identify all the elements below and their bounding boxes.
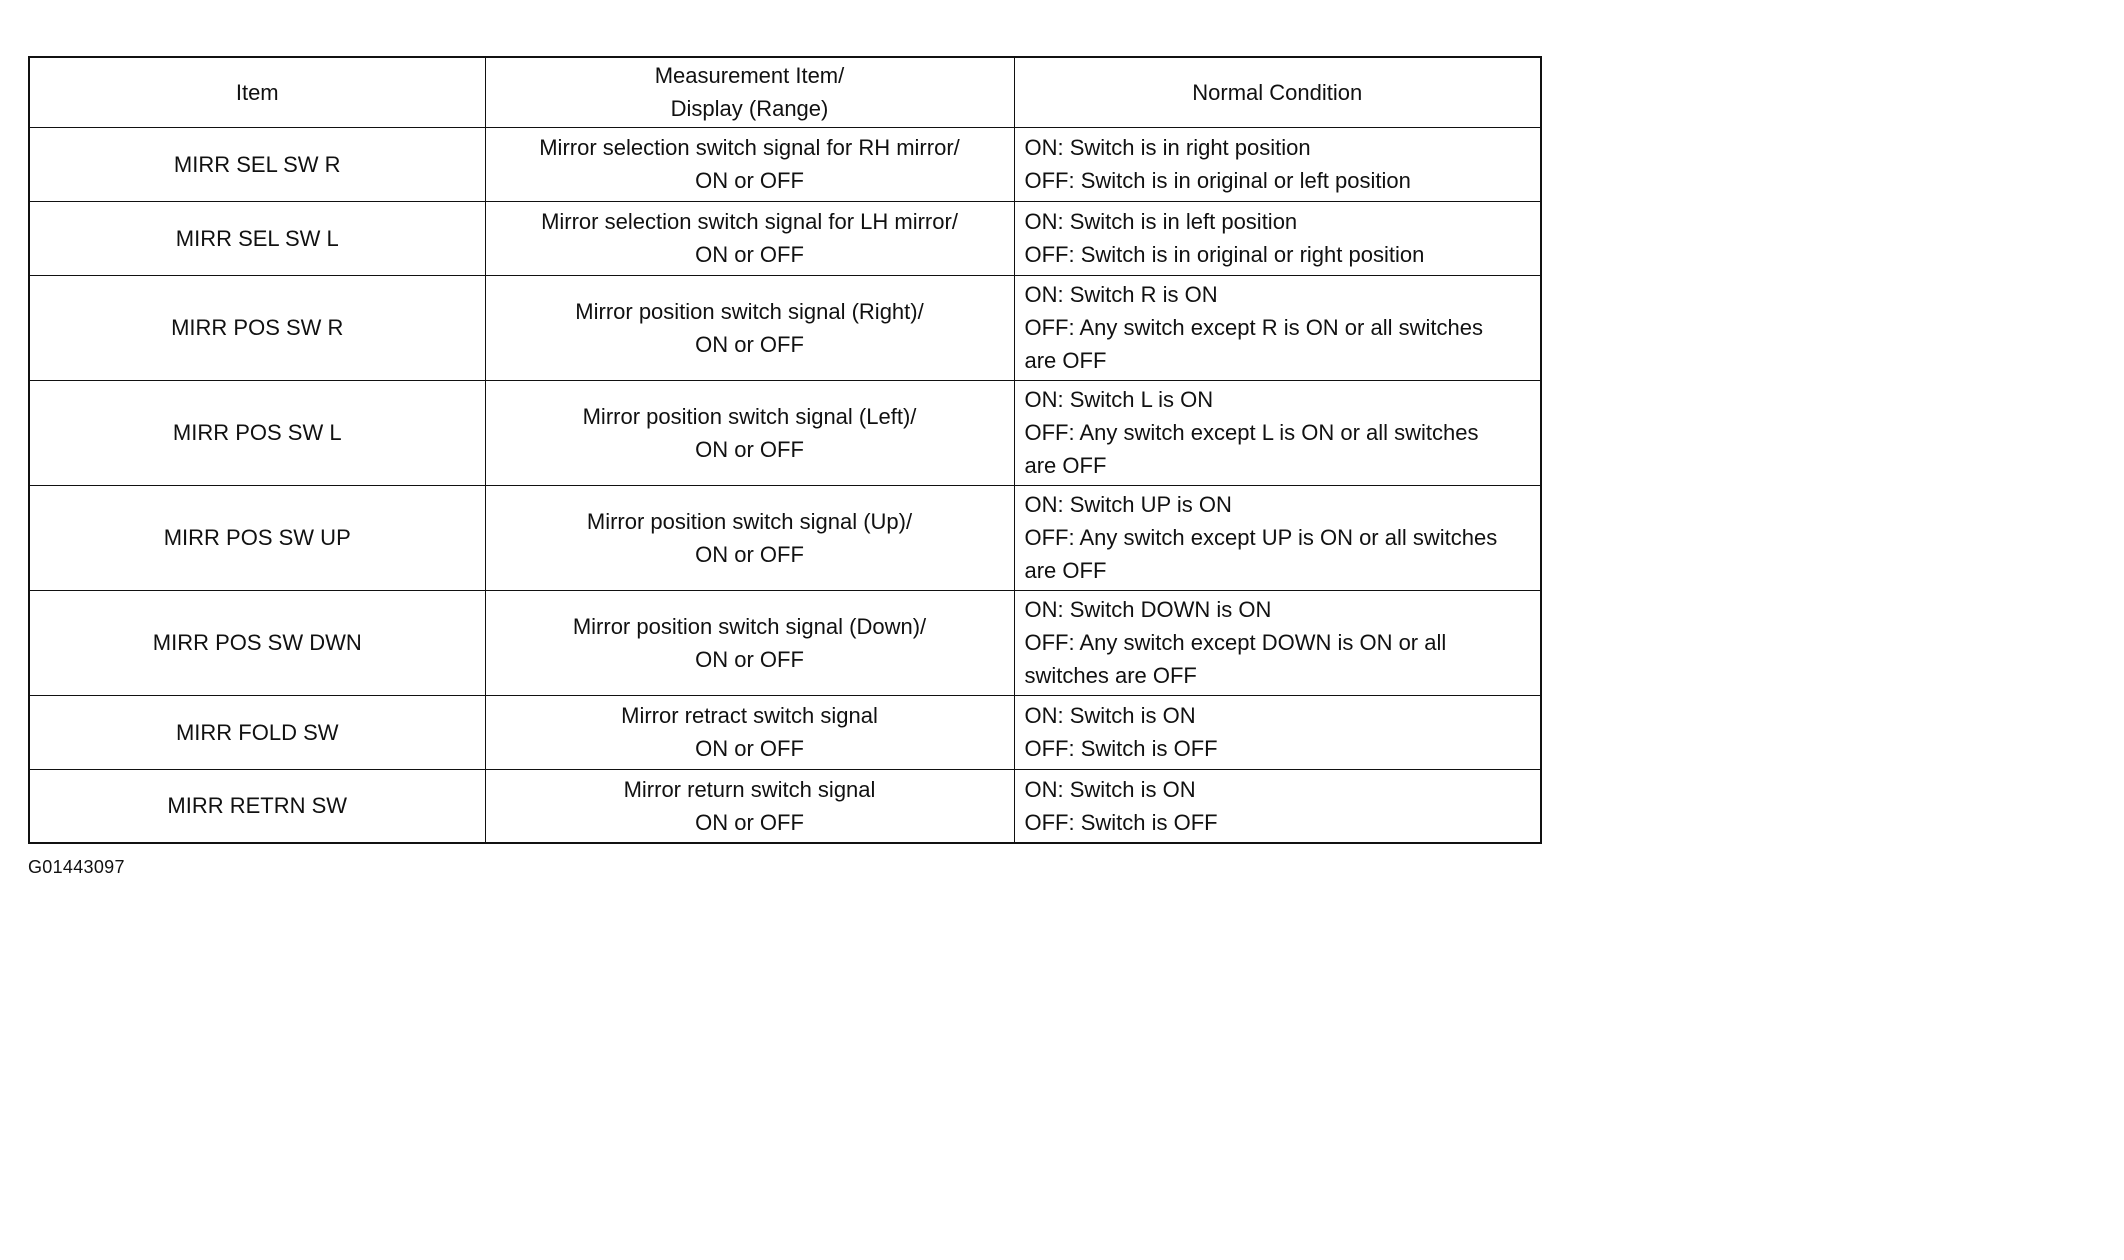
condition-line: OFF: Switch is OFF [1024, 736, 1218, 761]
data-monitor-table [28, 56, 1542, 844]
condition-cell [1014, 485, 1541, 590]
condition-line: are OFF [1024, 453, 1107, 478]
header-item: Item [29, 57, 485, 127]
measurement-cell [485, 275, 1014, 380]
measurement-cell [485, 769, 1014, 843]
condition-line: OFF: Switch is in original or left position [1024, 168, 1411, 193]
condition-line: ON: Switch is ON [1024, 776, 1196, 802]
condition-cell [1014, 275, 1541, 380]
condition-line: ON: Switch UP is ON [1024, 492, 1232, 517]
measurement-line: Mirror position switch signal (Left)/ [582, 403, 917, 429]
condition-cell [1014, 769, 1541, 843]
table-row [29, 695, 1541, 769]
measurement-line: Mirror return switch signal [623, 776, 876, 802]
figure-id: G01443097 [28, 857, 125, 877]
header-measurement [485, 57, 1014, 127]
measurement-cell [485, 201, 1014, 275]
table-row [29, 380, 1541, 485]
item-cell: MIRR RETRN SW [29, 769, 485, 843]
condition-cell [1014, 201, 1541, 275]
header-row [29, 57, 1541, 127]
item-cell: MIRR POS SW UP [29, 485, 485, 590]
item-cell: MIRR POS SW L [29, 380, 485, 485]
table-row [29, 769, 1541, 843]
item-cell: MIRR SEL SW R [29, 127, 485, 201]
condition-line: ON: Switch is in right position [1024, 135, 1311, 160]
condition-line: OFF: Switch is in original or right position [1024, 242, 1425, 267]
measurement-cell [485, 485, 1014, 590]
measurement-line: Mirror position switch signal (Up)/ [586, 508, 913, 534]
measurement-line: ON or OFF [695, 646, 804, 672]
condition-line: ON: Switch L is ON [1024, 387, 1214, 412]
table-row [29, 275, 1541, 380]
condition-cell [1014, 590, 1541, 695]
condition-line: OFF: Any switch except L is ON or all switches [1024, 420, 1479, 445]
measurement-line: Mirror selection switch signal for LH mirror/ [541, 209, 958, 234]
condition-line: OFF: Switch is OFF [1024, 809, 1218, 835]
condition-line: ON: Switch is in left position [1024, 209, 1298, 234]
header-condition: Normal Condition [1014, 57, 1541, 127]
measurement-line: Mirror position switch signal (Down)/ [572, 613, 927, 639]
table-row [29, 201, 1541, 275]
measurement-line: ON or OFF [695, 331, 804, 357]
item-cell: MIRR POS SW DWN [29, 590, 485, 695]
measurement-cell [485, 695, 1014, 769]
condition-line: are OFF [1024, 558, 1107, 583]
item-cell: MIRR SEL SW L [29, 201, 485, 275]
measurement-line: ON or OFF [695, 541, 804, 567]
item-cell: MIRR FOLD SW [29, 695, 485, 769]
condition-line: ON: Switch is ON [1024, 703, 1196, 728]
measurement-cell [485, 127, 1014, 201]
measurement-line: Mirror selection switch signal for RH mirror/ [539, 135, 960, 160]
condition-cell [1014, 380, 1541, 485]
table-row [29, 127, 1541, 201]
measurement-line: ON or OFF [695, 436, 804, 462]
condition-cell [1014, 127, 1541, 201]
measurement-line: ON or OFF [695, 736, 804, 761]
condition-line: are OFF [1024, 348, 1107, 373]
condition-line: OFF: Any switch except UP is ON or all switches [1024, 525, 1498, 550]
header-measurement-line: Display (Range) [670, 96, 829, 122]
measurement-cell [485, 590, 1014, 695]
condition-line: OFF: Any switch except DOWN is ON or all [1024, 630, 1447, 655]
measurement-line: ON or OFF [695, 809, 804, 835]
condition-line: switches are OFF [1024, 663, 1197, 688]
measurement-line: Mirror retract switch signal [621, 703, 878, 728]
measurement-line: ON or OFF [695, 168, 804, 193]
measurement-cell [485, 380, 1014, 485]
table-row [29, 485, 1541, 590]
condition-line: ON: Switch DOWN is ON [1024, 597, 1272, 622]
measurement-line: ON or OFF [695, 242, 804, 267]
item-cell: MIRR POS SW R [29, 275, 485, 380]
condition-line: ON: Switch R is ON [1024, 282, 1218, 307]
header-measurement-line: Measurement Item/ [654, 63, 845, 89]
condition-cell [1014, 695, 1541, 769]
measurement-line: Mirror position switch signal (Right)/ [575, 298, 924, 324]
table-row [29, 590, 1541, 695]
condition-line: OFF: Any switch except R is ON or all switches [1024, 315, 1483, 340]
